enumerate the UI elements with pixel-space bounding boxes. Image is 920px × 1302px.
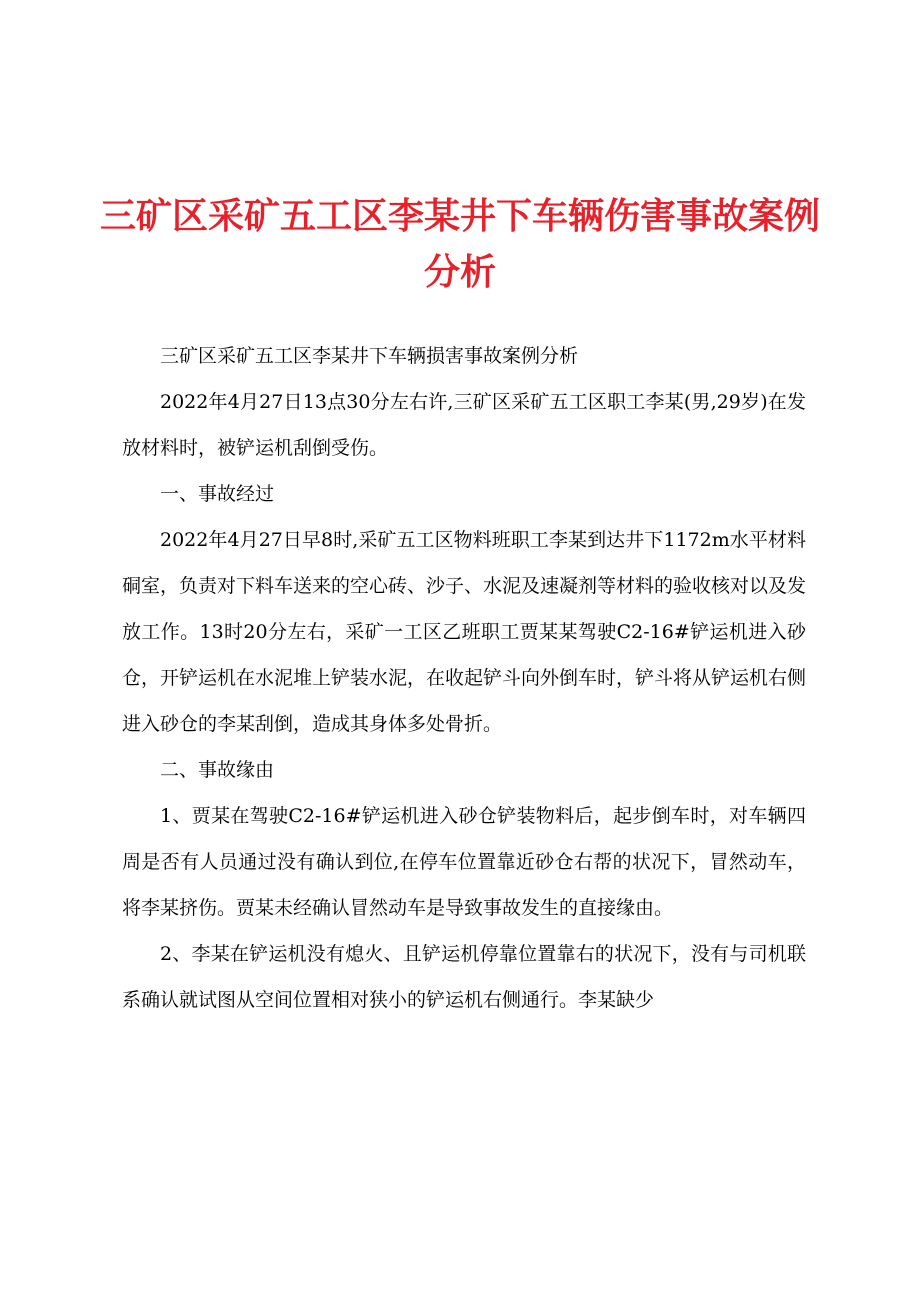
section-heading-accident-process: 一、事故经过 bbox=[160, 483, 275, 505]
paragraph-cause-1: 1、贾某在驾驶C2-16#铲运机进入砂仓铲装物料后，起步倒车时，对车辆四周是否有人员通过没有确认到位,在停车位置靠近砂仓右帮的状况下，冒然动车，将李某挤伤。贾某未经确认冒然动车是导致事故发生的直接缘由。 bbox=[122, 805, 806, 919]
document-title: 三矿区采矿五工区李某井下车辆伤害事故案例分析 bbox=[100, 195, 821, 293]
paragraph-summary: 2022年4月27日13点30分左右许,三矿区采矿五工区职工李某(男,29岁)在发放材料时，被铲运机刮倒受伤。 bbox=[122, 391, 806, 459]
document-body bbox=[122, 333, 806, 1023]
paragraph-cause-2: 2、李某在铲运机没有熄火、且铲运机停靠位置靠右的状况下，没有与司机联系确认就试图从空间位置相对狭小的铲运机右侧通行。李某缺少 bbox=[122, 943, 806, 1011]
section-heading-accident-cause: 二、事故缘由 bbox=[160, 759, 275, 781]
paragraph-accident-process: 2022年4月27日早8时,采矿五工区物料班职工李某到达井下1172m水平材料硐室，负责对下料车送来的空心砖、沙子、水泥及速凝剂等材料的验收核对以及发放工作。13时20分左右，采矿一工区乙班职工贾某某驾驶C2-16#铲运机进入砂仓，开铲运机在水泥堆上铲装水泥，在收起铲斗向外倒车时，铲斗将从铲运机右侧进入砂仓的李某刮倒，造成其身体多处骨折。 bbox=[122, 529, 807, 735]
paragraph-subtitle: 三矿区采矿五工区李某井下车辆损害事故案例分析 bbox=[160, 345, 579, 367]
